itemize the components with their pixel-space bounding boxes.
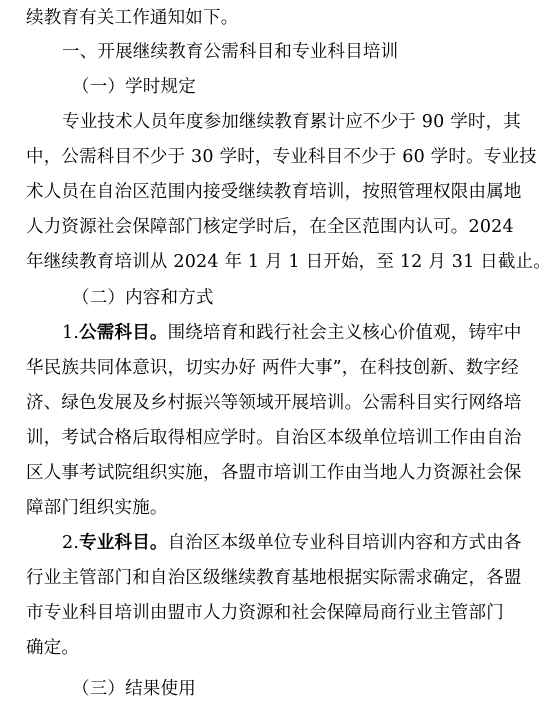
paragraph-line: 人力资源社会保障部门核定学时后，在全区范围内认可。2024 xyxy=(26,217,514,237)
paragraph-line: 区人事考试院组织实施，各盟市培训工作由当地人力资源社会保 xyxy=(26,463,522,483)
paragraph-line: 华民族共同体意识，切实办好 两件大事”，在科技创新、数字经 xyxy=(26,358,519,378)
item-text: 围绕培育和践行社会主义核心价值观，铸牢中 xyxy=(167,323,522,343)
paragraph-line: 年继续教育培训从 2024 年 1 月 1 日开始，至 12 月 31 日截止。 xyxy=(26,252,551,272)
paragraph-line: 专业技术人员年度参加继续教育累计应不少于 90 学时，其 xyxy=(62,112,521,132)
item-title-bold: 公需科目。 xyxy=(79,323,168,343)
paragraph-line: 济、绿色发展及乡村振兴等领域开展培训。公需科目实行网络培 xyxy=(26,393,522,413)
text-line-continuation: 续教育有关工作通知如下。 xyxy=(26,8,239,28)
paragraph-line-professional-subjects xyxy=(62,527,522,559)
paragraph-line: 训，考试合格后取得相应学时。自治区本级单位培训工作由自治 xyxy=(26,428,522,448)
item-number: 1. xyxy=(62,323,80,343)
paragraph-line: 术人员在自治区范围内接受继续教育培训，按照管理权限由属地 xyxy=(26,182,522,202)
paragraph-line: 障部门组织实施。 xyxy=(26,498,168,518)
paragraph-line: 行业主管部门和自治区级继续教育基地根据实际需求确定，各盟 xyxy=(26,568,522,588)
item-title-bold: 专业科目。 xyxy=(79,533,168,553)
subsection-heading-results: （三）结果使用 xyxy=(72,679,196,699)
paragraph-line: 确定。 xyxy=(26,638,80,658)
section-heading-1: 一、开展继续教育公需科目和专业科目培训 xyxy=(62,42,399,62)
paragraph-line: 中，公需科目不少于 30 学时，专业科目不少于 60 学时。专业技 xyxy=(26,147,537,167)
paragraph-line-public-subjects xyxy=(62,317,522,349)
subsection-heading-content: （二）内容和方式 xyxy=(72,288,214,308)
paragraph-line: 市专业科目培训由盟市人力资源和社会保障局商行业主管部门 xyxy=(26,603,504,623)
item-number: 2. xyxy=(62,533,80,553)
subsection-heading-hours: （一）学时规定 xyxy=(72,77,196,97)
item-text: 自治区本级单位专业科目培训内容和方式由各 xyxy=(167,533,522,553)
